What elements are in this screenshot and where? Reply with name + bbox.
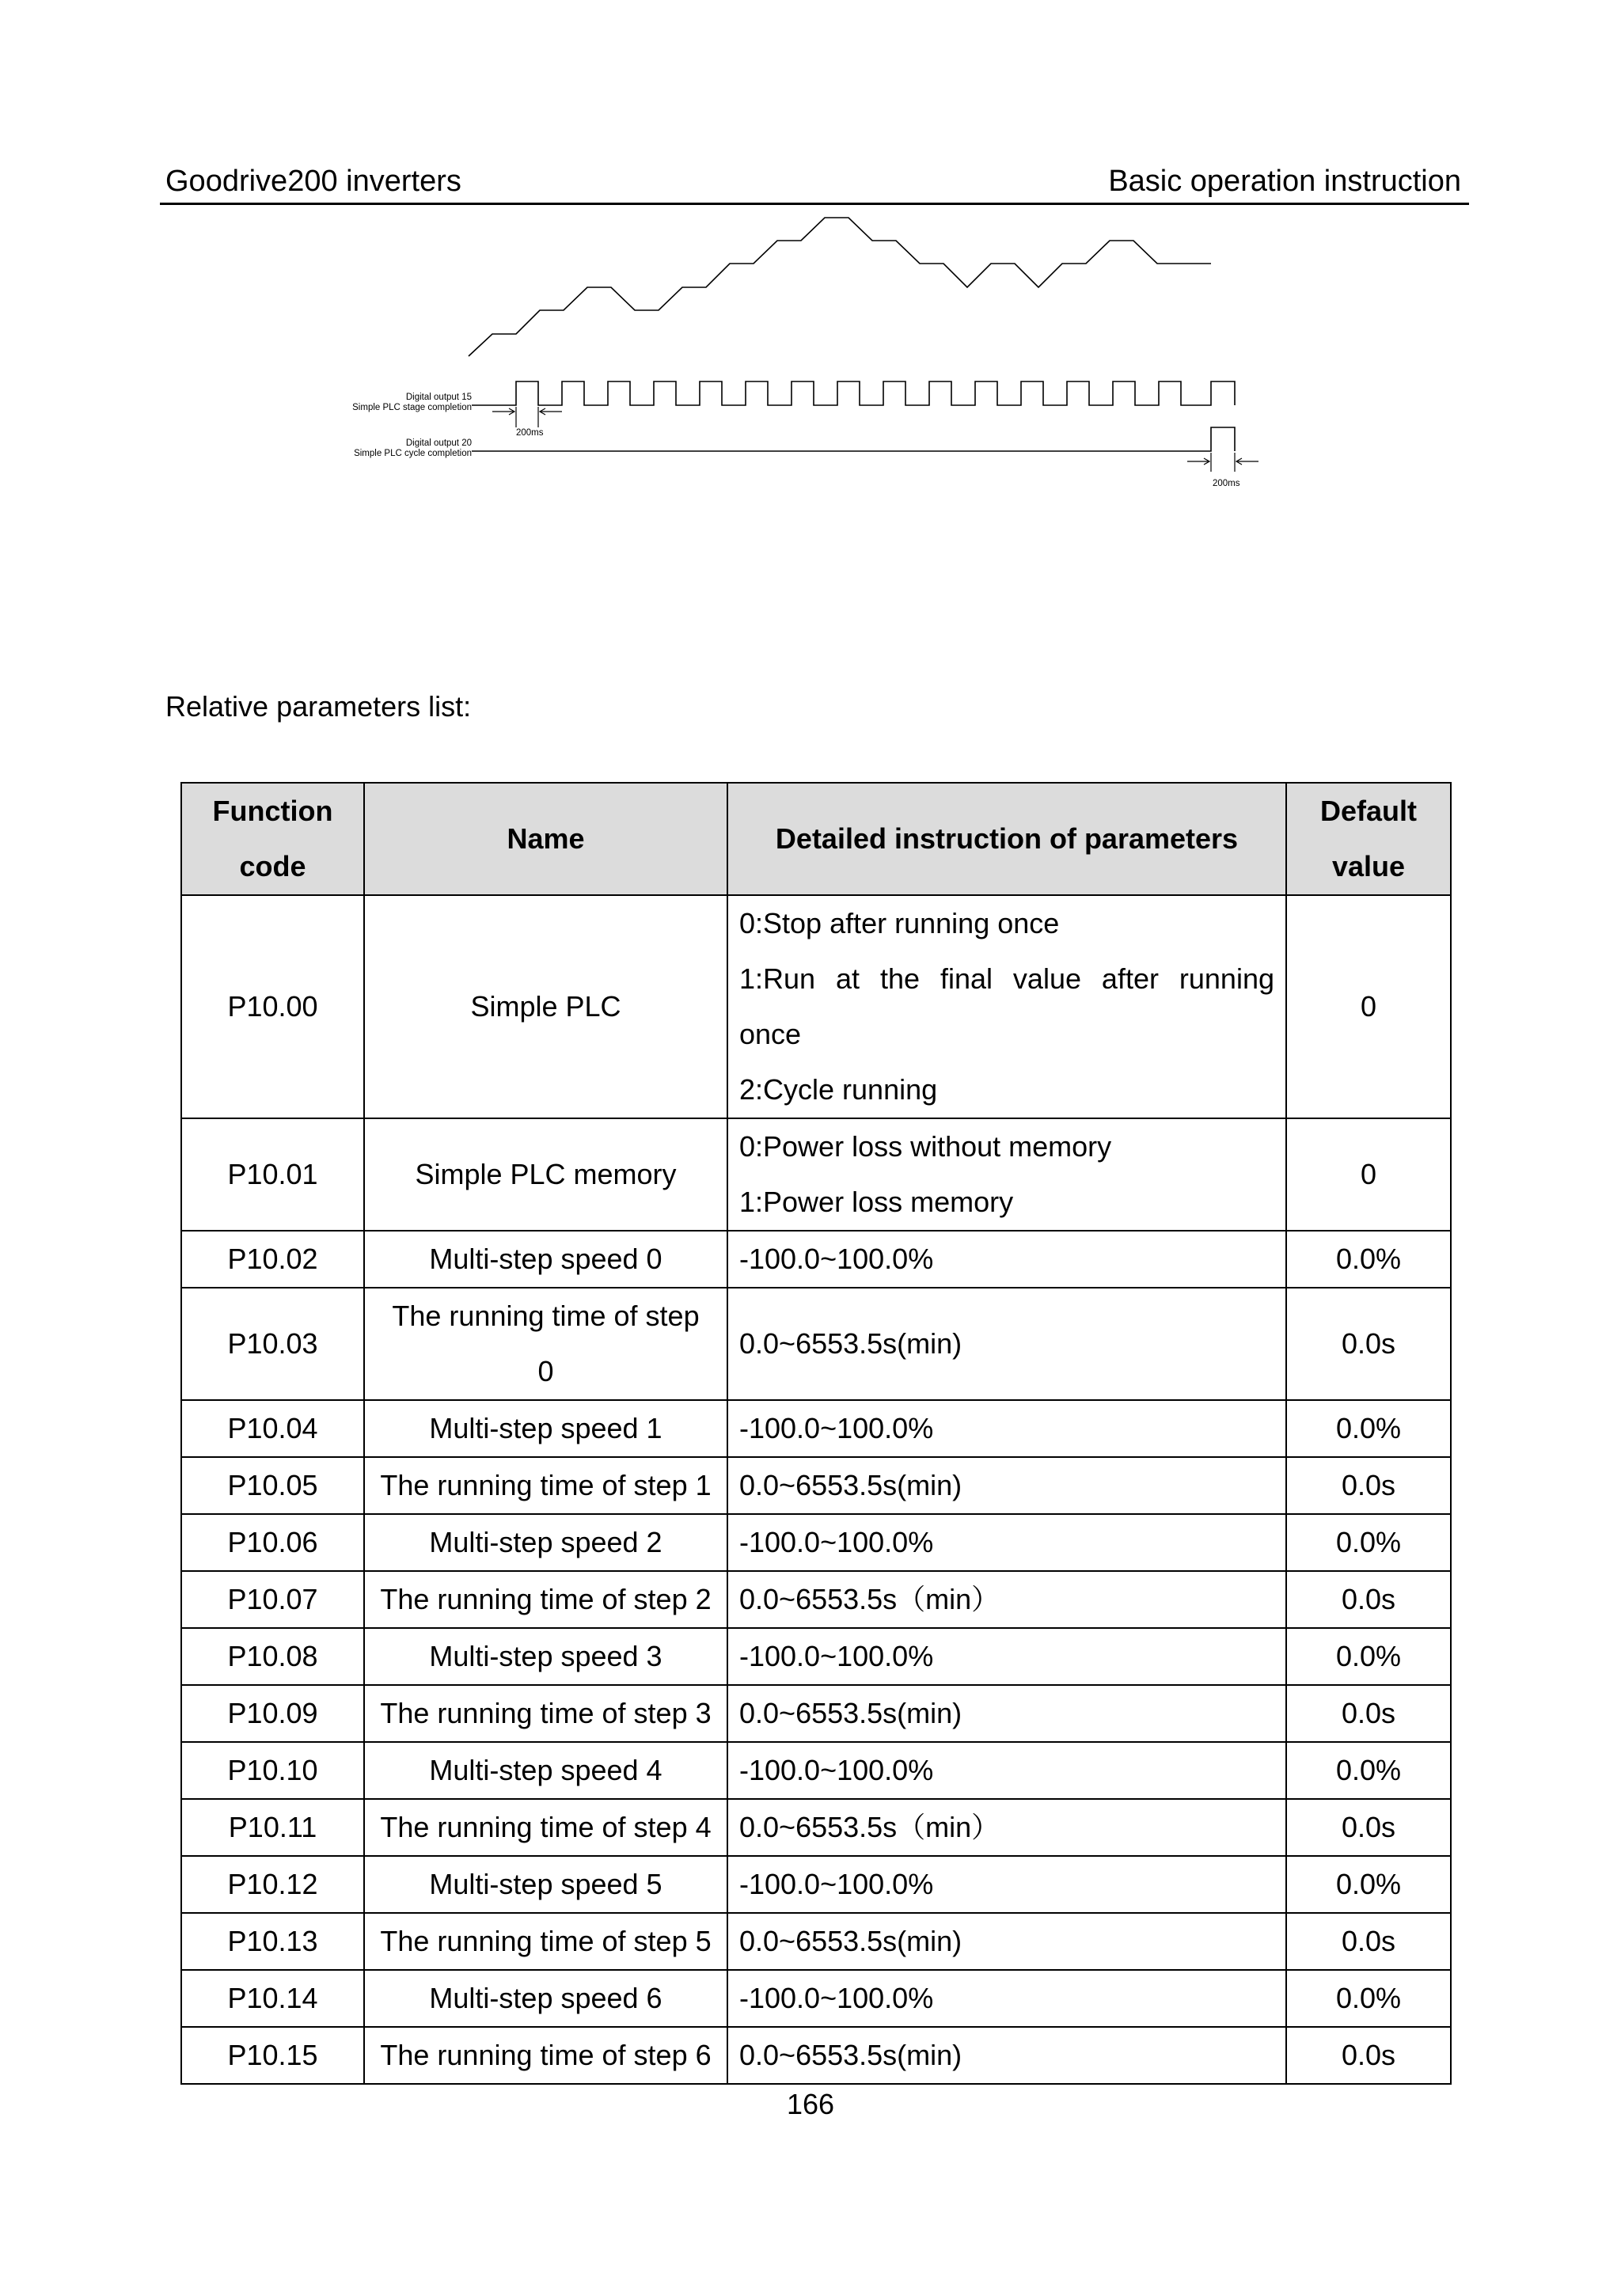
table-row xyxy=(181,1514,1451,1571)
table-row xyxy=(181,2027,1451,2084)
cell-detail: 0.0~6553.5s（min） xyxy=(727,1799,1286,1856)
cell-default: 0.0% xyxy=(1286,1742,1451,1799)
cell-default: 0.0s xyxy=(1286,1457,1451,1514)
cell-name: Simple PLC memory xyxy=(364,1118,727,1231)
cell-detail: 0.0~6553.5s(min) xyxy=(727,1913,1286,1970)
cell-default: 0.0s xyxy=(1286,1913,1451,1970)
cell-detail: -100.0~100.0% xyxy=(727,1742,1286,1799)
cell-name: The running time of step 1 xyxy=(364,1457,727,1514)
cell-code: P10.04 xyxy=(181,1400,364,1457)
header-default-value xyxy=(1286,783,1451,895)
page-number: 166 xyxy=(786,2088,835,2120)
header-detail: Detailed instruction of parameters xyxy=(727,783,1286,895)
output20-pulse xyxy=(472,427,1235,451)
output15-pulse-train xyxy=(472,381,1235,405)
name-line: 0 xyxy=(537,1355,554,1387)
header-title: Goodrive200 inverters xyxy=(165,165,461,198)
cell-detail: -100.0~100.0% xyxy=(727,1514,1286,1571)
cell-default: 0.0% xyxy=(1286,1514,1451,1571)
cell-name: The running time of step 4 xyxy=(364,1799,727,1856)
cell-detail xyxy=(727,895,1286,1118)
header-code-line-1: Function xyxy=(212,795,333,827)
cell-default: 0.0s xyxy=(1286,1288,1451,1400)
pulse-width-arrow-right xyxy=(540,408,562,415)
detail-line: 2:Cycle running xyxy=(739,1073,938,1106)
cell-detail: 0.0~6553.5s(min) xyxy=(727,1685,1286,1742)
table-row xyxy=(181,1571,1451,1628)
cell-code: P10.14 xyxy=(181,1970,364,2027)
detail-line: once xyxy=(739,1018,802,1050)
cell-default: 0.0% xyxy=(1286,1970,1451,2027)
cell-detail xyxy=(727,1118,1286,1231)
cell-detail: 0.0~6553.5s(min) xyxy=(727,1457,1286,1514)
header-default-line-2: value xyxy=(1331,850,1406,882)
header-name: Name xyxy=(364,783,727,895)
cell-name: Multi-step speed 2 xyxy=(364,1514,727,1571)
cell-name: Multi-step speed 6 xyxy=(364,1970,727,2027)
pulse-width-arrow-left-2 xyxy=(1187,458,1209,465)
output20-label-1: Digital output 20 xyxy=(405,438,472,448)
cell-default: 0 xyxy=(1286,1118,1451,1231)
table-row xyxy=(181,895,1451,1118)
table-row xyxy=(181,1118,1451,1231)
cell-code: P10.13 xyxy=(181,1913,364,1970)
header-code-line-2: code xyxy=(239,850,306,882)
cell-code: P10.15 xyxy=(181,2027,364,2084)
cell-code: P10.00 xyxy=(181,895,364,1118)
cell-detail: -100.0~100.0% xyxy=(727,1231,1286,1288)
cell-code: P10.08 xyxy=(181,1628,364,1685)
cell-name xyxy=(364,1288,727,1400)
pulse-width-arrow-right-2 xyxy=(1236,458,1258,465)
table-row xyxy=(181,1799,1451,1856)
output15-label-1: Digital output 15 xyxy=(405,393,472,402)
table-row xyxy=(181,1856,1451,1913)
cell-code: P10.03 xyxy=(181,1288,364,1400)
cell-code: P10.12 xyxy=(181,1856,364,1913)
cell-code: P10.06 xyxy=(181,1514,364,1571)
cell-name: Multi-step speed 4 xyxy=(364,1742,727,1799)
cell-default: 0.0s xyxy=(1286,1685,1451,1742)
output15-label-2: Simple PLC stage completion xyxy=(352,403,472,412)
cell-code: P10.07 xyxy=(181,1571,364,1628)
table-row xyxy=(181,1400,1451,1457)
cell-default: 0.0% xyxy=(1286,1231,1451,1288)
cell-detail: -100.0~100.0% xyxy=(727,1856,1286,1913)
cell-code: P10.09 xyxy=(181,1685,364,1742)
cell-default: 0.0s xyxy=(1286,1799,1451,1856)
header-section: Basic operation instruction xyxy=(1108,165,1461,198)
table-row xyxy=(181,1970,1451,2027)
intro-text: Relative parameters list: xyxy=(165,690,472,723)
cell-name: The running time of step 5 xyxy=(364,1913,727,1970)
cell-code: P10.02 xyxy=(181,1231,364,1288)
pulse-width-arrow-left xyxy=(492,408,514,415)
name-line: The running time of step xyxy=(392,1300,700,1332)
table-row xyxy=(181,1742,1451,1799)
cell-default: 0.0s xyxy=(1286,1571,1451,1628)
detail-line: 0:Stop after running once xyxy=(739,907,1060,939)
table-row xyxy=(181,1913,1451,1970)
cell-code: P10.01 xyxy=(181,1118,364,1231)
cell-name: Multi-step speed 5 xyxy=(364,1856,727,1913)
detail-line: 0:Power loss without memory xyxy=(739,1130,1112,1163)
table-row xyxy=(181,1628,1451,1685)
cell-name: The running time of step 2 xyxy=(364,1571,727,1628)
table-row xyxy=(181,1685,1451,1742)
table-row xyxy=(181,1457,1451,1514)
cell-code: P10.11 xyxy=(181,1799,364,1856)
header-function-code xyxy=(181,783,364,895)
cell-default: 0.0% xyxy=(1286,1400,1451,1457)
cell-name: The running time of step 6 xyxy=(364,2027,727,2084)
header-default-line-1: Default xyxy=(1319,795,1417,827)
detail-line: 1:Run at the final value after running xyxy=(739,962,1274,995)
cell-default: 0 xyxy=(1286,895,1451,1118)
speed-profile-line xyxy=(469,218,1211,356)
pulse-width-label-2: 200ms xyxy=(1213,479,1240,488)
cell-default: 0.0s xyxy=(1286,2027,1451,2084)
plc-timing-diagram xyxy=(0,0,1621,554)
cell-detail: -100.0~100.0% xyxy=(727,1628,1286,1685)
parameters-table xyxy=(180,782,1452,2085)
cell-name: Multi-step speed 3 xyxy=(364,1628,727,1685)
cell-code: P10.10 xyxy=(181,1742,364,1799)
table-header-row xyxy=(181,783,1451,895)
cell-detail: 0.0~6553.5s(min) xyxy=(727,1288,1286,1400)
cell-code: P10.05 xyxy=(181,1457,364,1514)
table-row xyxy=(181,1288,1451,1400)
cell-default: 0.0% xyxy=(1286,1856,1451,1913)
cell-detail: 0.0~6553.5s（min） xyxy=(727,1571,1286,1628)
output20-label-2: Simple PLC cycle completion xyxy=(354,449,472,458)
detail-line: 1:Power loss memory xyxy=(739,1186,1014,1218)
cell-detail: -100.0~100.0% xyxy=(727,1970,1286,2027)
cell-name: The running time of step 3 xyxy=(364,1685,727,1742)
cell-name: Simple PLC xyxy=(364,895,727,1118)
cell-name: Multi-step speed 0 xyxy=(364,1231,727,1288)
cell-detail: 0.0~6553.5s(min) xyxy=(727,2027,1286,2084)
cell-default: 0.0% xyxy=(1286,1628,1451,1685)
cell-detail: -100.0~100.0% xyxy=(727,1400,1286,1457)
table-row xyxy=(181,1231,1451,1288)
pulse-width-label-1: 200ms xyxy=(516,428,544,438)
cell-name: Multi-step speed 1 xyxy=(364,1400,727,1457)
